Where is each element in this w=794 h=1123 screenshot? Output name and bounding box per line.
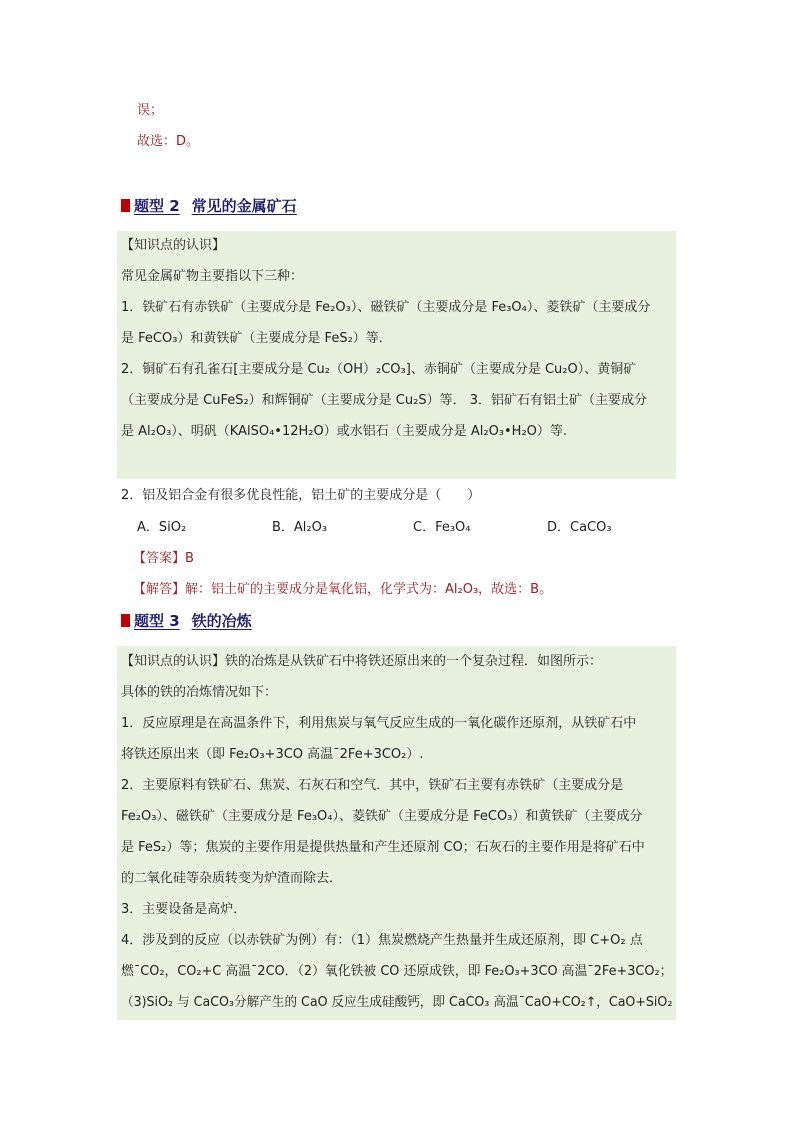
analysis-line: 【解答】解：铝土矿的主要成分是氧化铝，化学式为：Al₂O₃，故选：B。 [133, 582, 553, 597]
heading-marker-icon [121, 199, 130, 212]
option-c: C．Fe₃O₄ [413, 520, 471, 535]
knowledge-line: 【知识点的认识】铁的冶炼是从铁矿石中将铁还原出来的一个复杂过程．如图所示： [121, 654, 603, 669]
knowledge-line: 将铁还原出来（即 Fe₂O₃+3CO 高温¯2Fe+3CO₂）. [121, 747, 424, 762]
option-d: D．CaCO₃ [547, 520, 612, 535]
knowledge-line: （主要成分是 CuFeS₂）和辉铜矿（主要成分是 Cu₂S）等． 3．铝矿石有铝土矿（主要成分 [121, 393, 647, 408]
intro-line-2: 故选：D。 [137, 134, 200, 149]
knowledge-line: 是 Al₂O₃）、明矾（KAlSO₄•12H₂O）或水铝石（主要成分是 Al₂O₃•H₂O）等. [121, 424, 568, 439]
knowledge-line: 4．涉及到的反应（以赤铁矿为例）有：（1）焦炭燃烧产生热量并生成还原剂，即 C+O₂ 点 [121, 933, 643, 948]
section-3-heading [121, 608, 252, 632]
knowledge-line: 具体的铁的冶炼情况如下： [121, 685, 278, 700]
section-3-label: 题型 3 [134, 611, 180, 630]
knowledge-line: 是 FeS₂）等；焦炭的主要作用是提供热量和产生还原剂 CO；石灰石的主要作用是将矿石中 [121, 840, 645, 855]
knowledge-line: 3．主要设备是高炉． [121, 902, 247, 917]
knowledge-line: 燃¯CO₂，CO₂+C 高温¯2CO．（2）氧化铁被 CO 还原成铁，即 Fe₂O₃+3CO 高温¯2Fe+3CO₂； [121, 964, 673, 979]
knowledge-line: （3)SiO₂ 与 CaCO₃分解产生的 CaO 反应生成硅酸钙，即 CaCO₃ 高温¯CaO+CO₂↑，CaO+SiO₂ [121, 995, 673, 1010]
knowledge-line: 2．铜矿石有孔雀石[主要成分是 Cu₂（OH）₂CO₃]、赤铜矿（主要成分是 Cu₂O）、黄铜矿 [121, 362, 637, 377]
option-a: A．SiO₂ [137, 520, 187, 535]
section-2-heading [121, 193, 297, 217]
knowledge-line: 是 FeCO₃）和黄铁矿（主要成分是 FeS₂）等． [121, 331, 392, 346]
question-stem: 2．铝及铝合金有很多优良性能，铝土矿的主要成分是（ ） [121, 488, 481, 503]
intro-line-1: 误； [137, 103, 164, 118]
answer-line: 【答案】B [133, 551, 194, 566]
knowledge-line: 1．铁矿石有赤铁矿（主要成分是 Fe₂O₃）、磁铁矿（主要成分是 Fe₃O₄）、菱铁矿（主要成分 [121, 300, 651, 315]
knowledge-line: 常见金属矿物主要指以下三种： [121, 269, 304, 284]
knowledge-line: 的二氧化硅等杂质转变为炉渣而除去． [121, 871, 343, 886]
section-3-knowledge-box [117, 646, 676, 1020]
section-2-knowledge-box [117, 231, 676, 479]
heading-marker-icon [121, 614, 130, 627]
knowledge-line: 2．主要原料有铁矿石、焦炭、石灰石和空气．其中，铁矿石主要有赤铁矿（主要成分是 [121, 778, 624, 793]
knowledge-line: 1．反应原理是在高温条件下，利用焦炭与氧气反应生成的一氧化碳作还原剂，从铁矿石中 [121, 716, 637, 731]
option-b: B．Al₂O₃ [272, 520, 328, 535]
knowledge-title: 【知识点的认识】 [121, 238, 226, 253]
section-3-title: 铁的冶炼 [191, 611, 252, 630]
knowledge-line: Fe₂O₃）、磁铁矿（主要成分是 Fe₃O₄）、菱铁矿（主要成分是 FeCO₃）和黄铁矿（主要成分 [121, 809, 643, 824]
section-2-title: 常见的金属矿石 [191, 196, 297, 215]
section-2-label: 题型 2 [134, 196, 180, 215]
